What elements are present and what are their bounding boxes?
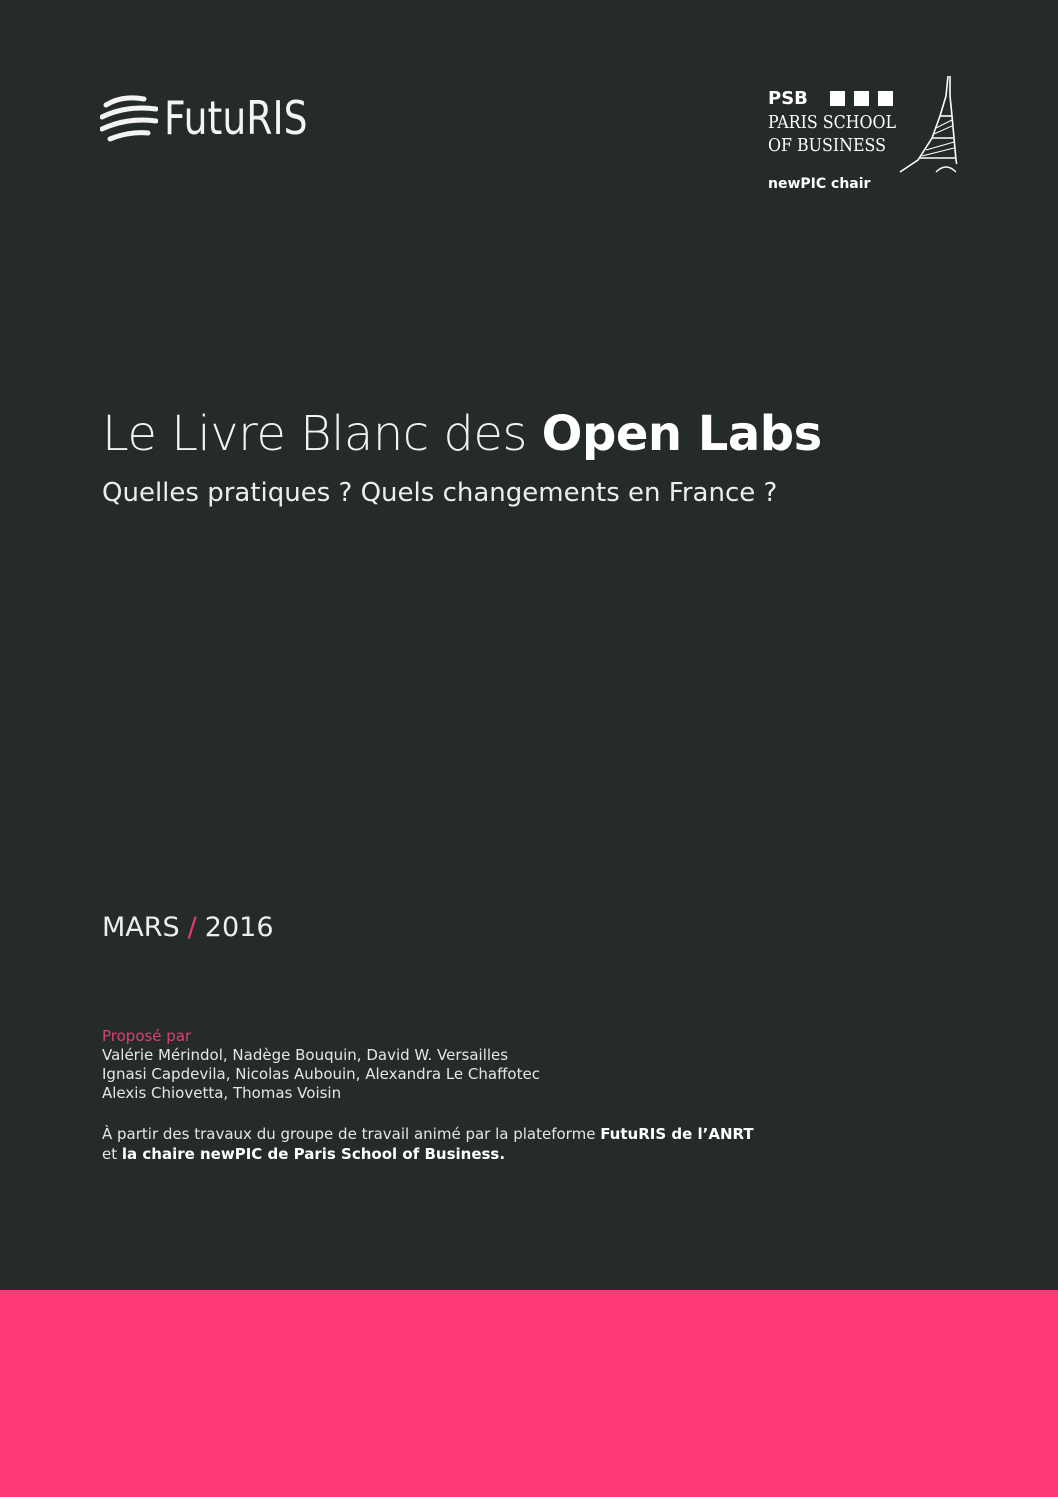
- credits-line-1: À partir des travaux du groupe de travail animé par la plateforme FutuRIS de l’ANRT: [102, 1125, 754, 1143]
- authors-list: [102, 1046, 540, 1103]
- psb-chair-label: newPIC chair: [768, 176, 871, 192]
- futuris-logo-text: FutuRIS: [164, 91, 308, 145]
- futuris-swirl-icon: [100, 93, 158, 143]
- futuris-logo: [100, 88, 339, 148]
- credits-line-2: et la chaire newPIC de Paris School of Business.: [102, 1145, 506, 1163]
- psb-squares-icon: [830, 91, 893, 106]
- date-separator: /: [187, 912, 197, 943]
- title-light: Le Livre Blanc des: [102, 406, 542, 462]
- page-title: [102, 408, 822, 461]
- credits-text: [102, 1124, 754, 1164]
- authors-line: Valérie Mérindol, Nadège Bouquin, David W. Versailles: [102, 1046, 509, 1064]
- page-subtitle: Quelles pratiques ? Quels changements en France ?: [102, 478, 778, 508]
- psb-school-name: PARIS SCHOOL OF BUSINESS: [768, 112, 896, 156]
- date-month: MARS: [102, 912, 180, 943]
- pink-footer-band: [0, 1290, 1058, 1497]
- psb-logo: [768, 76, 960, 200]
- eiffel-tower-icon: [896, 76, 958, 200]
- title-bold: Open Labs: [541, 406, 822, 462]
- psb-abbreviation: PSB: [768, 88, 808, 109]
- authors-line: Alexis Chiovetta, Thomas Voisin: [102, 1084, 342, 1102]
- date-year: 2016: [204, 912, 274, 943]
- authors-line: Ignasi Capdevila, Nicolas Aubouin, Alexandra Le Chaffotec: [102, 1065, 540, 1083]
- proposed-by-label: Proposé par: [102, 1027, 192, 1045]
- publication-date: [102, 912, 274, 943]
